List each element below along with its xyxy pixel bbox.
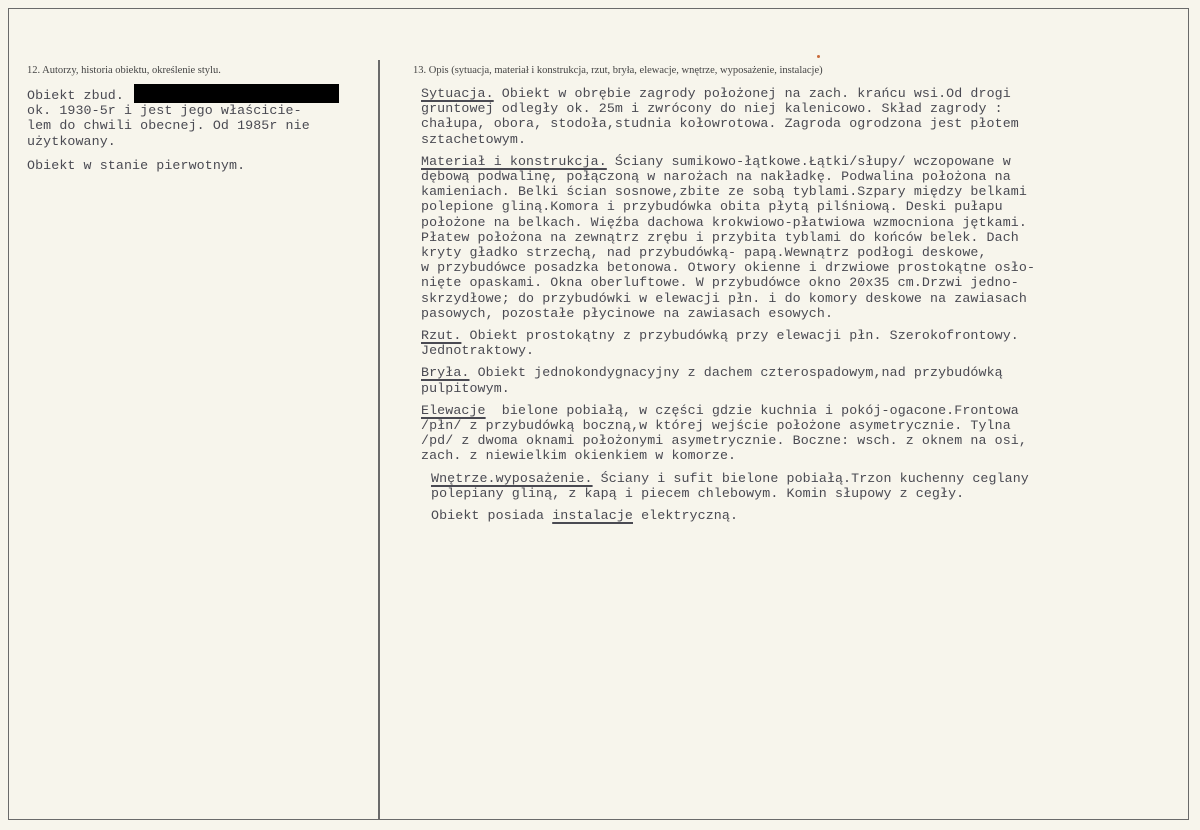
line: /pd/ z dwoma oknami położonymi asymetrycznie. Boczne: wsch. z oknem na osi, — [421, 433, 1027, 449]
line: chałupa, obora, stodoła,studnia kołowrotowa. Zagroda ogrodzona jest płotem — [421, 116, 1019, 132]
line: bielone pobiałą, w części gdzie kuchnia i pokój-ogacone.Frontowa — [485, 402, 1019, 418]
condition-paragraph: Obiekt w stanie pierwotnym. — [27, 157, 246, 173]
instalacje-pre: Obiekt posiada — [431, 508, 553, 524]
line: nięte opaskami. Okna oberluftowe. W przybudówce okno 20x35 cm.Drzwi jedno- — [421, 275, 1019, 291]
line: skrzydłowe; do przybudówki w elewacji płn. i do komory deskowe na zawiasach — [421, 290, 1027, 306]
sytuacja-label: Sytuacja. — [421, 86, 494, 101]
rzut-paragraph — [421, 328, 1181, 358]
redaction-block — [134, 84, 339, 103]
instalacje-label: instalacje — [552, 508, 633, 524]
line: pasowych, pozostałe płycinowe na zawiasach esowych. — [421, 305, 834, 321]
instalacje-post: elektryczną. — [633, 508, 739, 524]
section-12-header: 12. Autorzy, historia obiektu, określenie stylu. — [27, 65, 221, 76]
line: w przybudówce posadzka betonowa. Otwory okienne i drzwiowe prostokątne osło- — [421, 260, 1036, 276]
wnetrze-label: Wnętrze.wyposażenie. — [431, 470, 593, 486]
line: /płn/ z przybudówką boczną,w której wejście położone asymetrycznie. Tylna — [421, 418, 1011, 434]
bryla-paragraph — [421, 365, 1181, 395]
wnetrze-paragraph — [421, 471, 1181, 501]
line: pulpitowym. — [421, 380, 510, 396]
rzut-label: Rzut. — [421, 328, 462, 344]
material-label: Materiał i konstrukcja. — [421, 153, 607, 169]
line: gruntowej odległy ok. 25m i zwrócony do niej kalenicowo. Skład zagrody : — [421, 101, 1003, 117]
instalacje-paragraph — [421, 508, 1181, 523]
right-column — [421, 86, 1181, 530]
line: kryty gładko strzechą, nad przybudówką- papą.Wewnątrz podłogi deskowe, — [421, 245, 987, 261]
built-prefix: Obiekt zbud. — [27, 88, 124, 103]
ink-dot — [817, 55, 820, 58]
bryla-label: Bryła. — [421, 365, 470, 381]
line: użytkowany. — [27, 133, 116, 149]
authors-history-paragraph — [27, 84, 372, 149]
line: Obiekt jednokondygnacyjny z dachem czterospadowym,nad przybudówką — [469, 365, 1003, 381]
line: Jednotraktowy. — [421, 343, 535, 359]
line: Obiekt w obrębie zagrody położonej na zach. krańcu wsi.Od drogi — [493, 86, 1011, 101]
line: Obiekt prostokątny z przybudówką przy elewacji płn. Szerokofrontowy. — [461, 328, 1019, 344]
material-paragraph — [421, 154, 1181, 321]
sytuacja-paragraph — [421, 86, 1181, 147]
line: Ściany sumikowo-łątkowe.Łątki/słupy/ wczopowane w — [606, 153, 1011, 169]
line: sztachetowym. — [421, 131, 527, 147]
elewacje-paragraph — [421, 403, 1181, 464]
elewacje-label: Elewacje — [421, 402, 486, 418]
line: ok. 1930-5r i jest jego właściciе- — [27, 103, 302, 119]
left-column — [27, 84, 372, 182]
column-divider — [378, 60, 380, 820]
line: dębową podwalinę, połączoną w narożach na nakładkę. Podwalina położona na — [421, 169, 1011, 185]
line: kamieniach. Belki ścian sosnowe,zbite ze sobą tyblami.Szpary między belkami — [421, 184, 1027, 200]
line: położone na belkach. Więźba dachowa krokwiowo-płatwiowa wzmocniona jętkami. — [421, 214, 1027, 230]
line: polepiany gliną, z kapą i piecem chlebowym. Komin słupowy z cegły. — [431, 485, 965, 501]
line: polepione gliną.Komora i przybudówka obita płytą pilśniową. Deski pułapu — [421, 199, 1003, 215]
line: Ściany i sufit bielone pobiałą.Trzon kuchenny ceglany — [592, 470, 1029, 486]
line: Płatew położona na zewnątrz zrębu i przybita tyblami do końców belek. Dach — [421, 229, 1019, 245]
line: lem do chwili obecnej. Od 1985r nie — [27, 118, 310, 134]
line: zach. z niewielkim okienkiem w komorze. — [421, 448, 737, 464]
section-13-header: 13. Opis (sytuacja, materiał i konstrukcja, rzut, bryła, elewacje, wnętrze, wyposażenie, instalacje) — [413, 65, 823, 76]
